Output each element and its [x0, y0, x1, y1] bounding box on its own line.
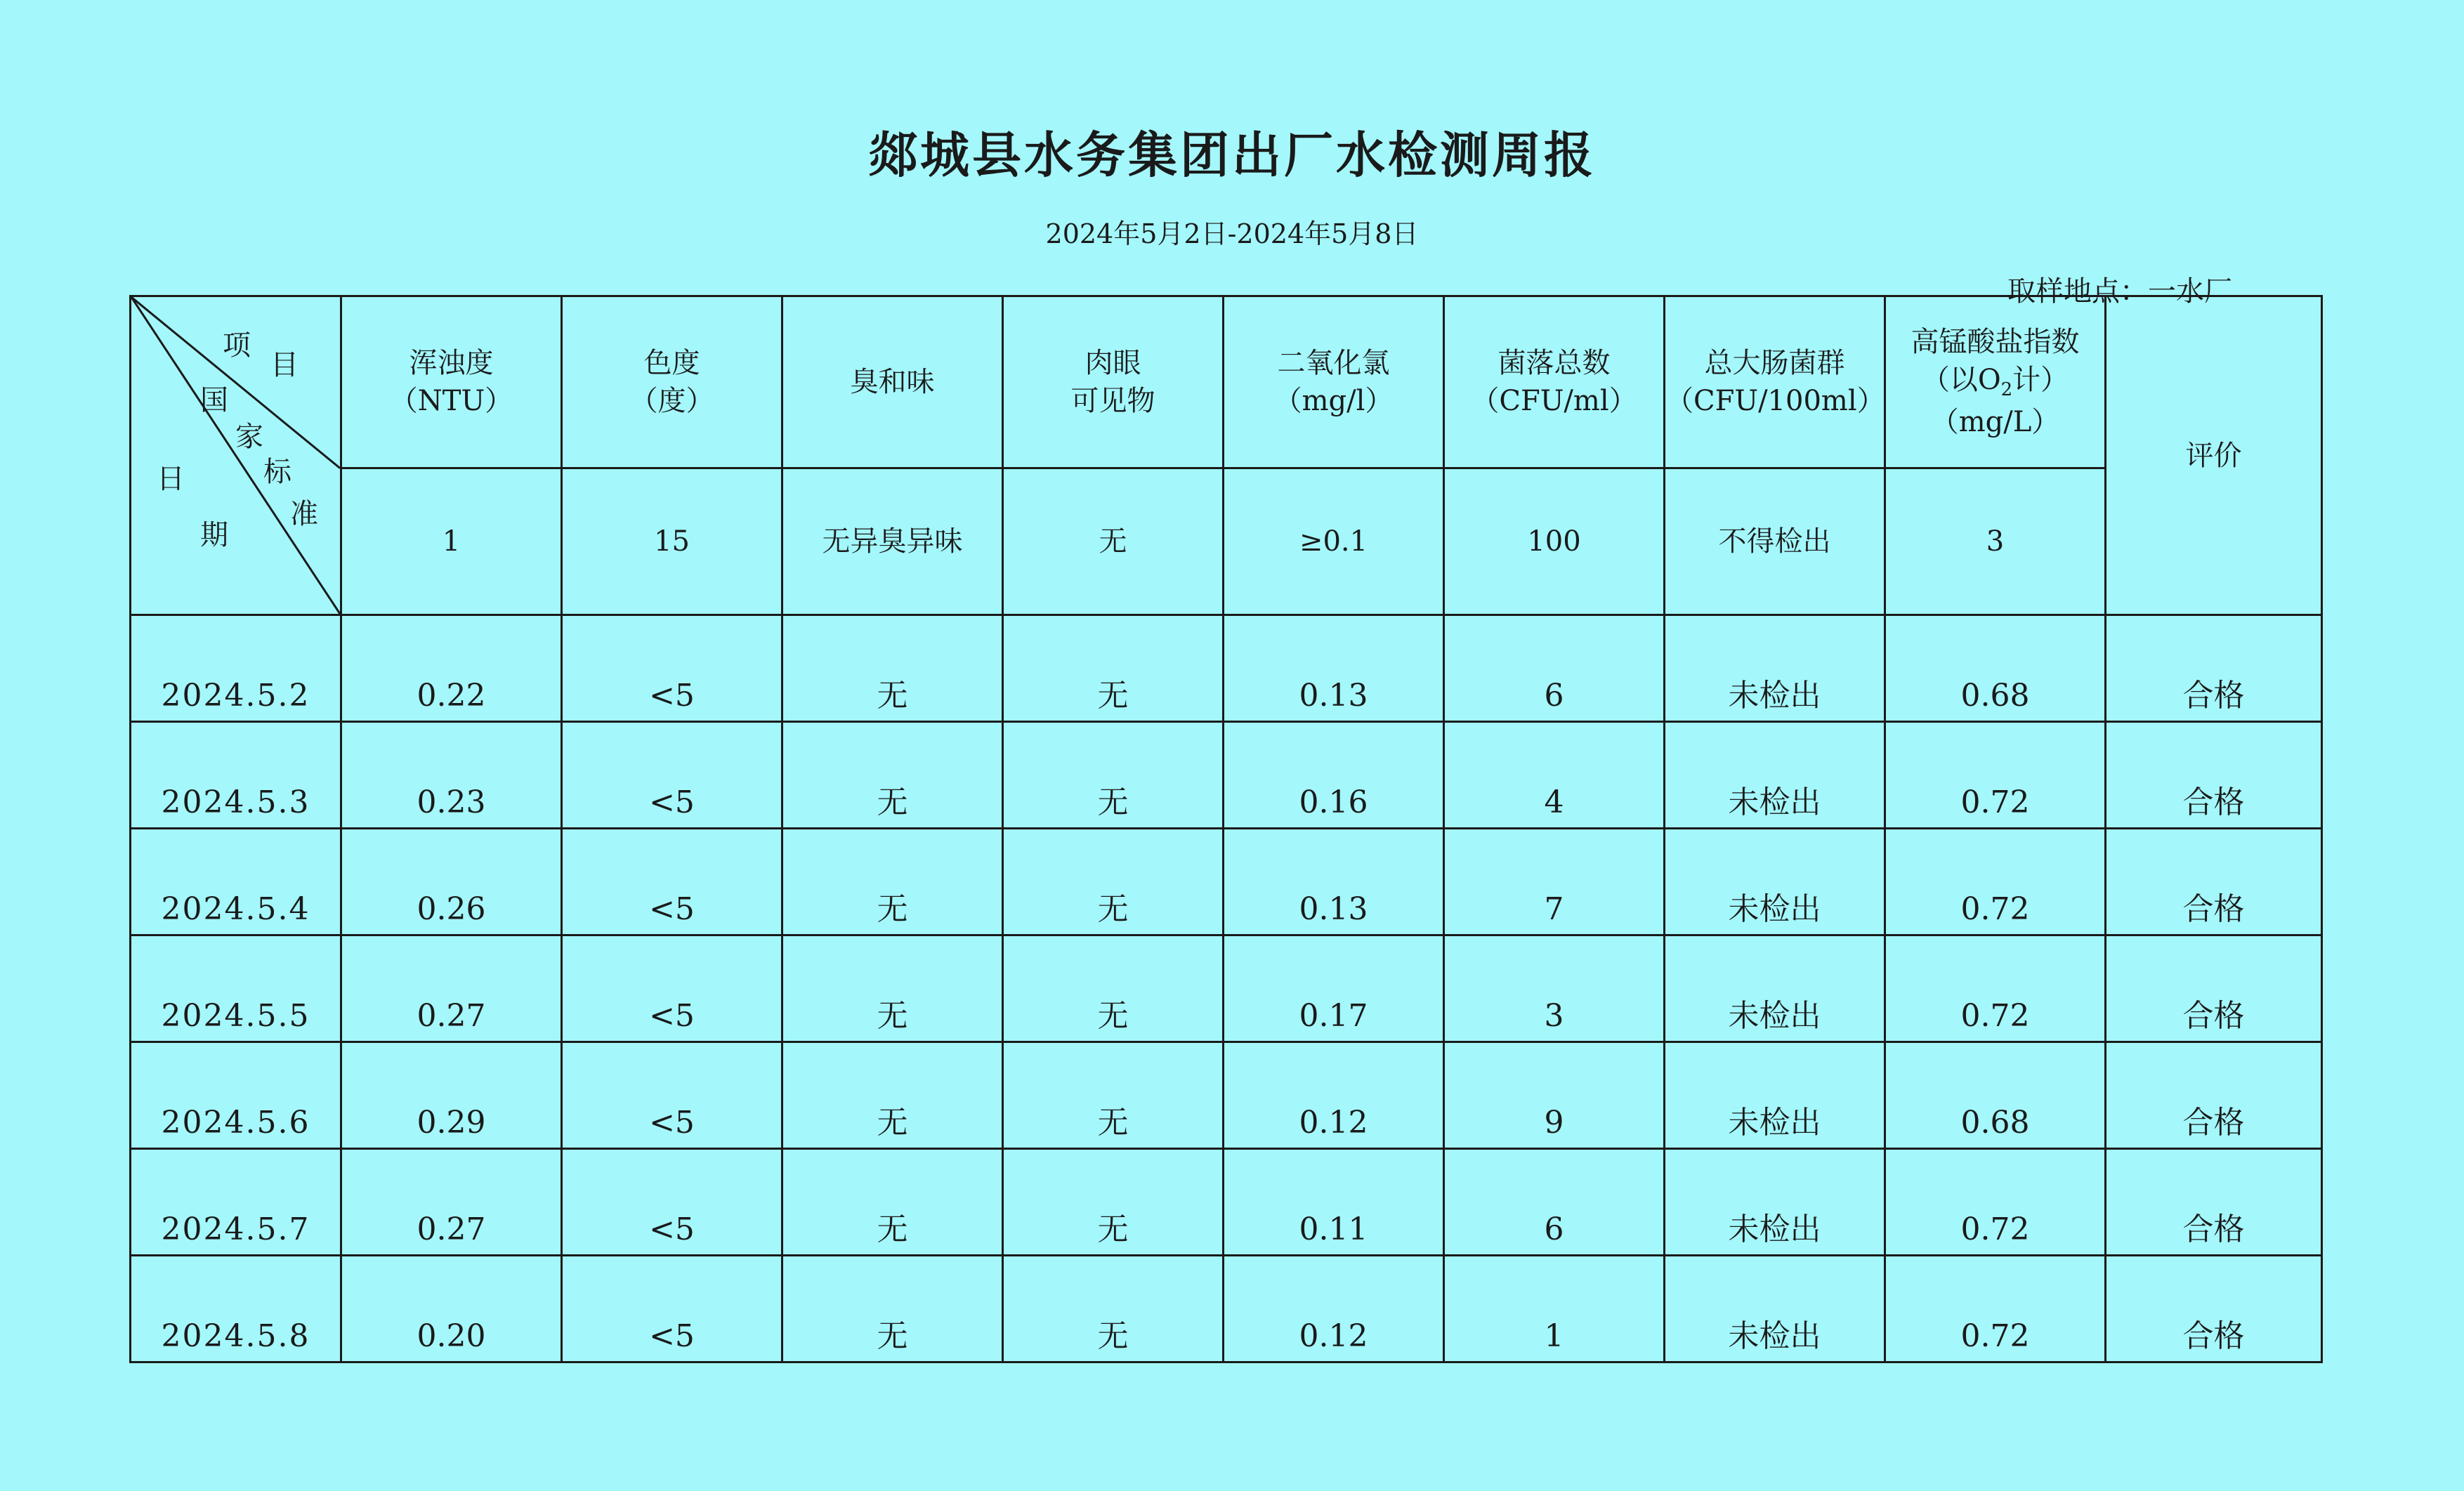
row-date: 2024.5.3: [131, 722, 341, 829]
cell-chlorine-dioxide: 0.12: [1224, 1042, 1444, 1149]
cell-turbidity: 0.22: [341, 615, 562, 722]
header-color: 色度 （度）: [562, 296, 782, 468]
cell-color: <5: [562, 615, 782, 722]
table-row: [131, 1149, 2322, 1256]
cell-coliforms: 未检出: [1665, 935, 1885, 1042]
row-date: 2024.5.2: [131, 615, 341, 722]
header-evaluation: 评价: [2106, 296, 2322, 615]
cell-permanganate: 0.68: [1885, 1042, 2106, 1149]
cell-permanganate: 0.72: [1885, 829, 2106, 935]
header-turbidity: 浑浊度 （NTU）: [341, 296, 562, 468]
cell-odor-taste: 无: [782, 829, 1003, 935]
corner-item-char: 目: [270, 349, 299, 381]
cell-coliforms: 未检出: [1665, 1149, 1885, 1256]
standard-value: 15: [562, 468, 782, 615]
cell-chlorine-dioxide: 0.11: [1224, 1149, 1444, 1256]
corner-standard-char: 标: [263, 456, 291, 488]
cell-odor-taste: 无: [782, 1149, 1003, 1256]
sampling-location: 取样地点：一水厂: [2007, 275, 2232, 308]
corner-header-cell: [131, 296, 341, 615]
standards-row: [131, 468, 2322, 615]
cell-evaluation: 合格: [2106, 722, 2322, 829]
row-date: 2024.5.6: [131, 1042, 341, 1149]
header-permanganate-index: 高锰酸盐指数 （以$O_2$计） （mg/L）: [1885, 296, 2106, 468]
table-row: [131, 1042, 2322, 1149]
cell-color: <5: [562, 722, 782, 829]
cell-evaluation: 合格: [2106, 1256, 2322, 1362]
cell-chlorine-dioxide: 0.13: [1224, 829, 1444, 935]
header-coliforms: 总大肠菌群 （CFU/100ml）: [1665, 296, 1885, 468]
cell-permanganate: 0.72: [1885, 722, 2106, 829]
cell-turbidity: 0.27: [341, 1149, 562, 1256]
table-row: [131, 935, 2322, 1042]
cell-visible-matter: 无: [1003, 1149, 1224, 1256]
cell-turbidity: 0.27: [341, 935, 562, 1042]
corner-item-char: 项: [223, 329, 251, 362]
cell-turbidity: 0.29: [341, 1042, 562, 1149]
header-chlorine-dioxide: 二氧化氯 （mg/l）: [1224, 296, 1444, 468]
standard-value: ≥0.1: [1224, 468, 1444, 615]
cell-permanganate: 0.68: [1885, 615, 2106, 722]
cell-chlorine-dioxide: 0.17: [1224, 935, 1444, 1042]
standard-value: 不得检出: [1665, 468, 1885, 615]
cell-colony-count: 7: [1444, 829, 1665, 935]
table-row: [131, 615, 2322, 722]
cell-coliforms: 未检出: [1665, 1042, 1885, 1149]
cell-colony-count: 6: [1444, 615, 1665, 722]
cell-chlorine-dioxide: 0.13: [1224, 615, 1444, 722]
cell-odor-taste: 无: [782, 1042, 1003, 1149]
cell-visible-matter: 无: [1003, 935, 1224, 1042]
water-quality-table: [129, 295, 2323, 1363]
cell-color: <5: [562, 829, 782, 935]
standard-value: 无: [1003, 468, 1224, 615]
cell-evaluation: 合格: [2106, 615, 2322, 722]
cell-visible-matter: 无: [1003, 1042, 1224, 1149]
corner-standard-char: 国: [200, 384, 228, 416]
cell-odor-taste: 无: [782, 722, 1003, 829]
cell-permanganate: 0.72: [1885, 1256, 2106, 1362]
cell-colony-count: 1: [1444, 1256, 1665, 1362]
cell-coliforms: 未检出: [1665, 722, 1885, 829]
cell-evaluation: 合格: [2106, 1042, 2322, 1149]
cell-evaluation: 合格: [2106, 1149, 2322, 1256]
cell-color: <5: [562, 1256, 782, 1362]
cell-color: <5: [562, 1149, 782, 1256]
row-date: 2024.5.8: [131, 1256, 341, 1362]
corner-standard-char: 准: [290, 498, 318, 530]
cell-colony-count: 3: [1444, 935, 1665, 1042]
cell-visible-matter: 无: [1003, 722, 1224, 829]
row-date: 2024.5.5: [131, 935, 341, 1042]
table-row: [131, 1256, 2322, 1362]
standard-value: 100: [1444, 468, 1665, 615]
cell-colony-count: 4: [1444, 722, 1665, 829]
standard-value: 无异臭异味: [782, 468, 1003, 615]
header-colony-count: 菌落总数 （CFU/ml）: [1444, 296, 1665, 468]
cell-evaluation: 合格: [2106, 829, 2322, 935]
cell-turbidity: 0.23: [341, 722, 562, 829]
cell-turbidity: 0.20: [341, 1256, 562, 1362]
page-title: 郯城县水务集团出厂水检测周报: [868, 126, 1596, 184]
cell-visible-matter: 无: [1003, 829, 1224, 935]
cell-odor-taste: 无: [782, 615, 1003, 722]
cell-permanganate: 0.72: [1885, 1149, 2106, 1256]
header-row-items: [131, 296, 2322, 468]
cell-colony-count: 6: [1444, 1149, 1665, 1256]
cell-colony-count: 9: [1444, 1042, 1665, 1149]
cell-evaluation: 合格: [2106, 935, 2322, 1042]
corner-date-char: 期: [200, 519, 228, 551]
cell-chlorine-dioxide: 0.16: [1224, 722, 1444, 829]
corner-standard-char: 家: [235, 421, 263, 453]
header-odor-taste: 臭和味: [782, 296, 1003, 468]
cell-odor-taste: 无: [782, 935, 1003, 1042]
date-range: 2024年5月2日-2024年5月8日: [1045, 218, 1419, 249]
table-row: [131, 829, 2322, 935]
header-visible-matter: 肉眼 可见物: [1003, 296, 1224, 468]
corner-date-char: 日: [157, 463, 185, 495]
cell-color: <5: [562, 1042, 782, 1149]
cell-coliforms: 未检出: [1665, 1256, 1885, 1362]
cell-visible-matter: 无: [1003, 615, 1224, 722]
cell-color: <5: [562, 935, 782, 1042]
standard-value: 1: [341, 468, 562, 615]
cell-chlorine-dioxide: 0.12: [1224, 1256, 1444, 1362]
cell-visible-matter: 无: [1003, 1256, 1224, 1362]
row-date: 2024.5.4: [131, 829, 341, 935]
standard-value: 3: [1885, 468, 2106, 615]
cell-turbidity: 0.26: [341, 829, 562, 935]
table-row: [131, 722, 2322, 829]
cell-coliforms: 未检出: [1665, 615, 1885, 722]
row-date: 2024.5.7: [131, 1149, 341, 1256]
cell-coliforms: 未检出: [1665, 829, 1885, 935]
cell-permanganate: 0.72: [1885, 935, 2106, 1042]
cell-odor-taste: 无: [782, 1256, 1003, 1362]
